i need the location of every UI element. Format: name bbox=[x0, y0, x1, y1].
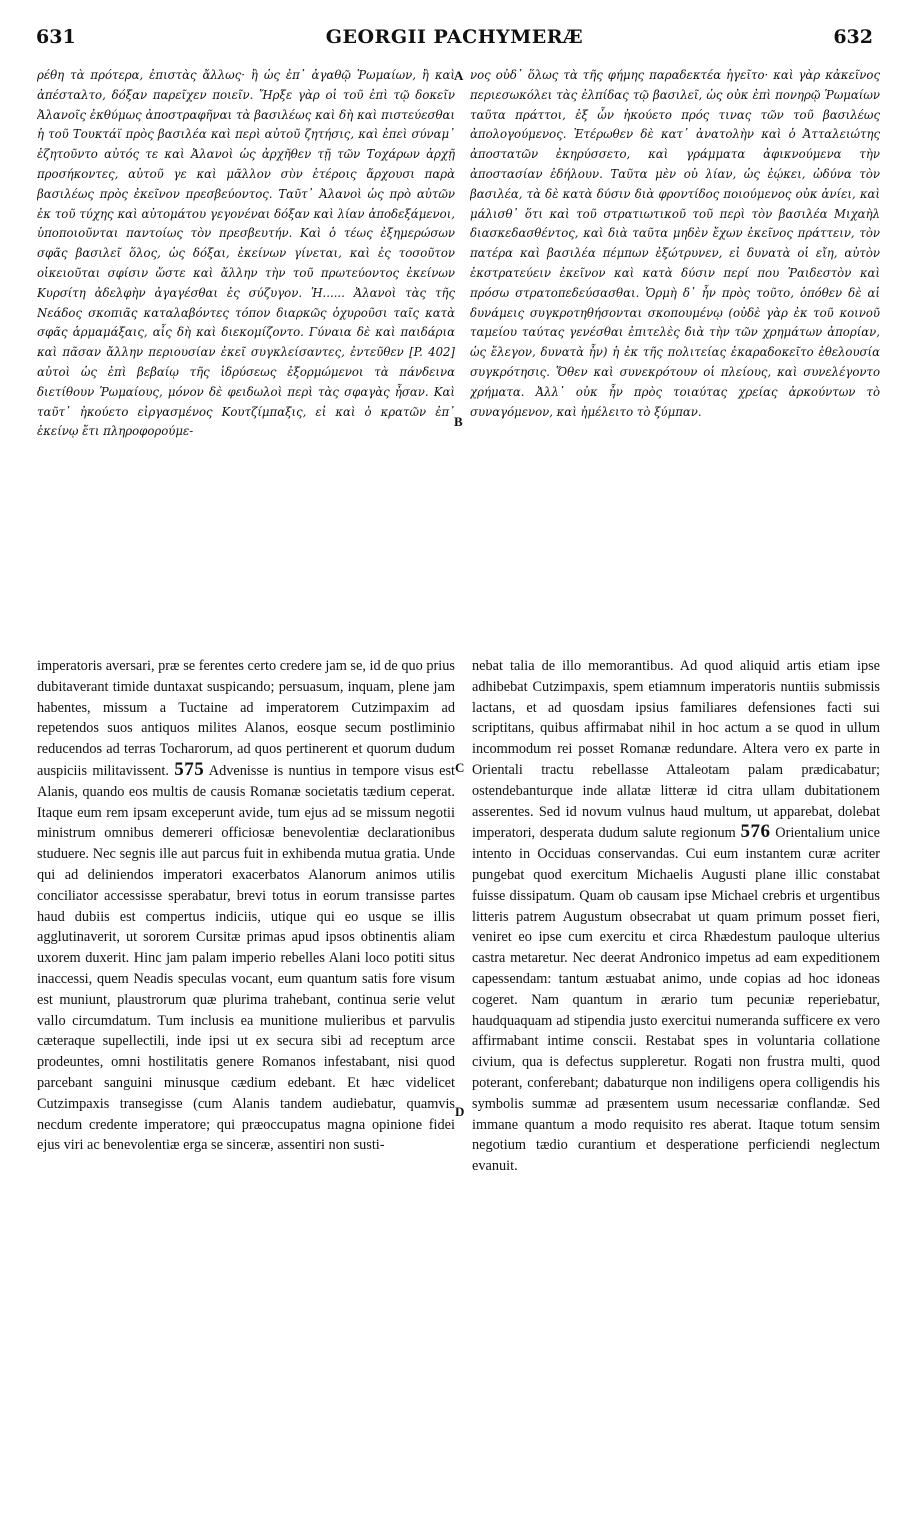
margin-marker-d: D bbox=[455, 1104, 465, 1119]
latin-text-right-1: nebat talia de illo memorantibus. Ad quod aliquid artis etiam ipse adhibebat Cutzimpaxis, spem etiamnum imperatoris nuntiis submissis lactans, et ad quosdam ipsius familiares defensiones facti sui scriptitans, quibus affirmabat nihil in hoc actum a se quod in ullum incommodum rei posset Romanæ redundare. Altera vero ex parte in Orientali tractu rebellasse Attaleotam palam prædicabatur; ostendebanturque inde allatæ litteræ id citra ullam dubitationem asserentes. Sed id novum vulnus haud multum, ut apparebat, dolebat imperatori, desperata dudum salute regionum bbox=[472, 658, 880, 842]
greek-column-left bbox=[37, 66, 455, 632]
latin-column-right bbox=[472, 656, 880, 1476]
latin-text-left-1: imperatoris aversari, præ se ferentes certo credere jam se, id de quo prius dubitaverant timide duntaxat suspicando; persuasum, inquam, plene jam habentes, missum a Tuctaine ad imperatorem Cutzimpaxim ad repetendos suos antiquos milites Alanos, eosque secum postliminio reducendos ad terras Tocharorum, ad quos pertinerent et quorum dudum auspiciis militavissent. bbox=[37, 658, 455, 779]
greek-column-right bbox=[470, 66, 880, 632]
margin-marker-c: C bbox=[455, 760, 465, 775]
margin-marker-a: A bbox=[454, 68, 464, 83]
latin-paragraph bbox=[37, 656, 455, 1156]
marginal-page-number: 576 bbox=[740, 821, 771, 843]
page-header bbox=[36, 26, 873, 56]
latin-text-left-2: Advenisse is nuntius in tempore visus est Alanis, quando eos multis de causis Romanæ societatis tædium ceperat. Itaque eum rem ipsam exceperunt avide, tum ejus ad se missum negotii ministrum omnibus demereri officiosæ benevolentiæ declarationibus studuere. Nec segnis ille aut parcus fuit in exhibenda mutua gratia. Unde qui ad deliniendos imperatori exacerbatos Alanorum animos utilis conciliator accessisse sperabatur, brevi totus in eorum transisse partes haud dubiis est compertus indiciis, utique qui eo usque se illis agglutinaverit, ut sororem Cursitæ primas apud ipsos obtinentis aliam uxorem duxerit. Hinc jam palam imperio rebelles Alani loco potiti situs inaccessi, quem Neadis speculas vocant, eum quantum satis fore visum est muniunt, plaustrorum quæ plurima trahebant, continua serie velut vallo circumdatum. Tum inclusis ea munitione mulieribus et parvulis cæteraque supellectili, inde ipsi ut ex secura sibi ad receptum arce prodeuntes, omni hostilitatis genere Romanos infestabant, nisi quod parcebant sanguini minusque cædium edebant. Et hæc videlicet Cutzimpaxis transegisse (cum Alanis tandem audiebatur, quamvis necdum credente imperatore; qui præoccupatus magna opinione fidei ejus viri ac benevolentiæ erga se sinceræ, assentiri non susti- bbox=[37, 762, 455, 1154]
greek-text-left: ρέθη τὰ πρότερα, ἐπιστὰς ἄλλως· ἢ ὡς ἐπ᾽ ἀγαθῷ Ῥωμαίων, ἢ καὶ ἀπέσταλτο, δόξαν παρεῖχεν ποιεῖν. Ἤρξε γὰρ οἱ τοῦ ἐπὶ τῷ δοκεῖν Ἀλανοῖς ἐκθύμως ἀποστραφῆναι τὰ βασιλέως καὶ δὴ καὶ πιστεύεσθαι ἡ τοῦ Τουκτάϊ πρὸς βασιλέα καὶ περὶ αὐτοῦ ζητήσις, καὶ ἐπεὶ σύναμ᾽ ἐζητοῦντο αὐτός τε καὶ Ἀλανοὶ ὡς ἀρχῆθεν τῇ τῶν Τοχάρων ἀρχῇ προσήκοντες, αὐτοῦ γε καὶ μᾶλλον σὺν ἑτέροις ἄρχουσι παρὰ βασιλέως πρὸς ἐκεῖνον πρεσβεύοντος. Ταῦτ᾽ Ἀλανοὶ ὡς πρὸ αὐτῶν ἐκ τοῦ τύχης καὶ αὐτομάτου γεγονέναι δόξαν καὶ λίαν ἀποδεξάμενοι, ὑποποιοῦνται παντοίως τὸν πρεσβευτήν. Καὶ ὁ τέως ἐξημερώσων σφᾶς βασιλεῖ ὅλος, ὡς δόξαι, ἐκείνων γίνεται, καὶ ἐς τοσοῦτον οἰκειοῦται σφίσιν ὥστε καὶ ἄλλην τὴν τοῦ πρωτεύοντος ἐκείνων Κυρσίτη ἀδελφὴν ἀγαγέσθαι ἐς σύζυγον. Ἡ...... Ἀλανοὶ τὰς τῆς Νεάδος σκοπιᾶς καταλαβόντες τόπον διαρκῶς ὀχυροῦσι ταῖς κατὰ σφᾶς ἁρμαμάξαις, αἷς δὴ καὶ διεκομίζοντο. Γύναια δὲ καὶ παιδάρια καὶ πᾶσαν ἄλλην περιουσίαν ἐκεῖ συγκλείσαντες, ἐντεῦθεν [P. 402] αὐτοὶ ὡς ἐπὶ βεβαίῳ τῆς ἱδρύσεως ἐξορμώμενοι τὰ πάνδεινα διετίθουν Ῥωμαίους, μόνον δὲ φειδωλοὶ περὶ τὰς σφαγὰς ἦσαν. Καὶ ταῦτ᾽ ἠκούετο εἰργασμένος Κουτζίμπαξις, εἰ καὶ ὁ κρατῶν ἐπ᾽ ἐκείνῳ ἔτι πληροφορούμε- bbox=[37, 68, 455, 439]
margin-marker-b: B bbox=[454, 414, 463, 429]
marginal-page-number: 575 bbox=[174, 758, 205, 780]
latin-paragraph bbox=[472, 656, 880, 1177]
greek-text-right: νος οὐδ᾽ ὅλως τὰ τῆς φήμης παραδεκτέα ἡγεῖτο· καὶ γὰρ κἀκεῖνος περιεσωκόλει τὰς ἐλπίδας τῷ βασιλεῖ, ὡς οὐκ ἐπὶ πονηρῷ Ῥωμαίων ταῦτα πράττοι, ἐξ ὧν ἠκούετο πρός τινας τῶν τοῦ βασιλέως ἀπολογούμενος. Ἑτέρωθεν δὲ κατ᾽ ἀνατολὴν καὶ ὁ Ἀτταλειώτης ἀποστατῶν ἐκηρύσσετο, καὶ γράμματα ἀφικνούμενα τὴν ἀποστασίαν ἐδήλουν. Ταῦτα μὲν οὐ λίαν, ὡς ἐῴκει, ὠδύνα τὸν βασιλέα, τὰ δὲ κατὰ δύσιν διὰ φροντίδος ποιούμενος οὐκ ἀνίει, καὶ μάλισθ᾽ ὅτι καὶ τοῦ στρατιωτικοῦ τοῦ περὶ τὸν βασιλέα Μιχαὴλ διασκεδασθέντος, καὶ διὰ ταῦτα μηδὲν ἔχων ἐκεῖνος πράττειν, τὸν πατέρα καὶ βασιλέα πέμπων ἐξώτρυνεν, εἰ δυνατὰ οἱ εἴη, αὐτὸν ἐκστρατεύειν ἐκεῖνον καὶ κατὰ δύσιν περί που Ῥαιδεστὸν καὶ πρόσω στρατοπεδεύσασθαι. Ὁρμὴ δ᾽ ἦν πρὸς τοῦτο, ὁπόθεν δὲ αἱ δυνάμεις συγκροτηθήσονται σκοπουμένῳ (οὐδὲ γὰρ ἐκ τοῦ κοινοῦ ταμείου ταύτας γενέσθαι ἐπιτελὲς διὰ τὴν τῶν χρημάτων ἀπορίαν, ὡς ἔλεγον, δυνατὰ ἦν) ἡ ἐκ τῆς πολιτείας ἐκαραδοκεῖτο ἐθελουσία συγκρότησις. Ὅθεν καὶ συνεκρότουν οἱ πλείους, καὶ συνελέγοντο χρήματα. Ἀλλ᾽ οὐκ ἦν πρὸς τοιαύτας χρείας ἀρκούντων τὸ συναγόμενον, καὶ ἠμέλειτο τὸ ξύμπαν. bbox=[470, 68, 880, 419]
latin-text-right-2: Orientalium unice intento in Occiduas conservandas. Cui eum instantem curæ acriter pungebat quod exercitum Michaelis Augusti plane illic constabat fuisse dissipatum. Quam ob causam ipse Michael crebris et urgentibus litteris patrem Augustum obsecrabat ut quam primum posset fieri, veniret eo ipse cum exercitu et circa Rhædestum pauloque ulterius castra metaretur. Nec deerat Andronico impetus ad eam expeditionem capessendam: tantum æstuabat animo, unde copias ad hoc idoneas cogeret. Nam quantum in ærario tum pecuniæ reperiebatur, haudquaquam ad stipendia justo exercitui numeranda sufficere ex vero affirmabant intime conscii. Restabat spes in voluntaria collatione civium, qua is defectus suppleretur. Rogati non frustra multi, quod poterant, conferebant; dabaturque non indiligens opera colligendis his symbolis summæ ad præsentem usum necessariæ conflandæ. Sed immane quantum a modo requisito res aberat. Itaque totum sensim negotium tædio curantium et desperatione perficiendi neglectum evanuit. bbox=[472, 825, 880, 1175]
right-page-number: 632 bbox=[833, 26, 873, 48]
left-page-number: 631 bbox=[36, 26, 76, 48]
latin-column-left bbox=[37, 656, 455, 1476]
running-head: GEORGII PACHYMERÆ bbox=[325, 26, 584, 48]
